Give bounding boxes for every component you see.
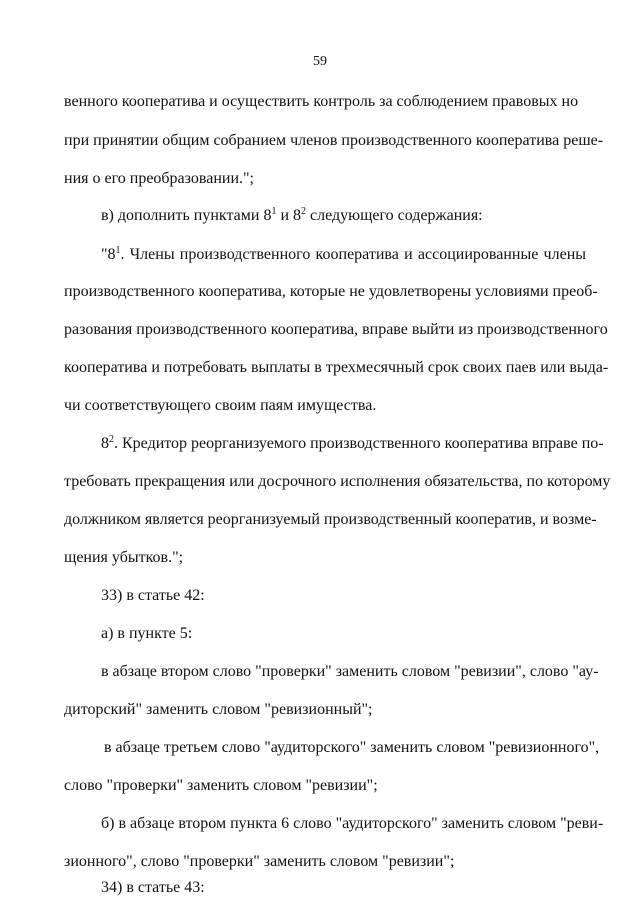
text-line: а) в пункте 5:	[101, 625, 193, 642]
text-line: диторский" заменить словом "ревизионный";	[64, 701, 373, 718]
text-line: венного кооператива и осуществить контроль за соблюдением правовых но	[64, 93, 579, 110]
text-line: в абзаце втором слово "проверки" заменить словом "ревизии", слово "ау-	[101, 663, 599, 680]
text-line: слово "проверки" заменить словом "ревизии";	[64, 777, 378, 794]
text-line: чи соответствующего своим паям имущества.	[64, 397, 377, 414]
text-line: при принятии общим собранием членов производственного кооператива реше-	[64, 132, 604, 149]
text-line: 34) в статье 43:	[101, 879, 205, 896]
text-line: должником является реорганизуемый производственный кооператив, и возме-	[64, 511, 597, 528]
text-line: б) в абзаце втором пункта 6 слово "аудиторского" заменить словом "реви-	[101, 815, 604, 832]
text-line: в абзаце третьем слово "аудиторского" заменить словом "ревизионного",	[104, 739, 600, 756]
text-line: кооператива и потребовать выплаты в трехмесячный срок своих паев или выда-	[64, 359, 609, 376]
text-line: в) дополнить пунктами $8^1$ и $8^2$ следующего содержания:	[101, 206, 483, 224]
text-line: зионного", слово "проверки" заменить словом "ревизии";	[64, 853, 455, 870]
text-line: "$8^1$. Члены производственного кооператива и ассоциированные члены	[101, 245, 586, 263]
text-line: $8^2$. Кредитор реорганизуемого производственного кооператива вправе по-	[101, 434, 604, 452]
text-line: щения убытков.";	[64, 549, 184, 566]
page-number: 59	[313, 54, 327, 69]
text-line: требовать прекращения или досрочного исполнения обязательства, по которому	[64, 473, 611, 490]
text-line: производственного кооператива, которые не удовлетворены условиями преоб-	[64, 283, 598, 300]
text-line: ния о его преобразовании.";	[64, 170, 254, 187]
text-line: разования производственного кооператива, вправе выйти из производственного	[64, 321, 608, 338]
text-line: 33) в статье 42:	[101, 587, 205, 604]
